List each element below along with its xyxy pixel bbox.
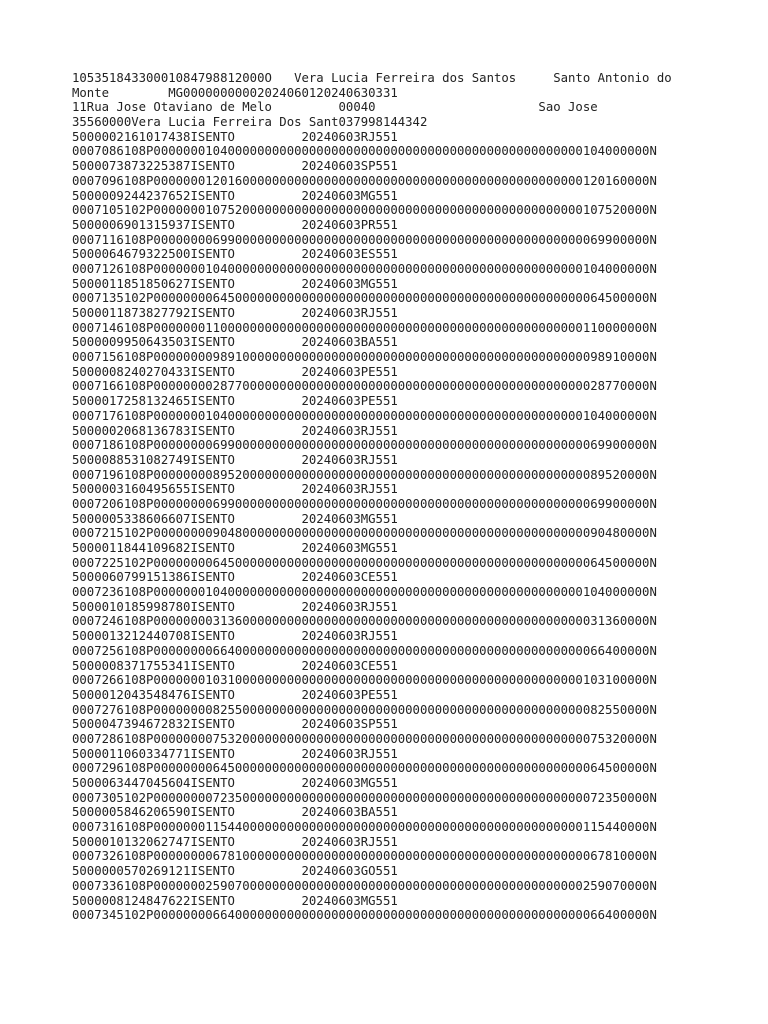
document-line: 5000047394672832ISENTO 20240603SP551 bbox=[72, 717, 398, 732]
document-line: 5000060799151386ISENTO 20240603CE551 bbox=[72, 570, 398, 585]
document-line: 5000063447045604ISENTO 20240603MG551 bbox=[72, 776, 398, 790]
document-line: 5000012043548476ISENTO 20240603PE551 bbox=[72, 687, 398, 702]
document-line: 5000011873827792ISENTO 20240603RJ551 bbox=[72, 306, 398, 320]
document-line: 5000011060334771ISENTO 20240603RJ551 bbox=[72, 746, 398, 761]
document-line: 0007316108P0000000115440000000000000000000000000000000000000000000000115440000N bbox=[72, 820, 657, 835]
document-line: 11Rua Jose Otaviano de Melo 00040 Sao Jose bbox=[72, 100, 598, 115]
document-line: 5000002068136783ISENTO 20240603RJ551 bbox=[72, 423, 398, 438]
document-line: 5000006901315937ISENTO 20240603PR551 bbox=[72, 217, 398, 232]
document-line: 5000088531082749ISENTO 20240603RJ551 bbox=[72, 452, 398, 467]
document-line: 5000005846206590ISENTO 20240603BA551 bbox=[72, 805, 398, 820]
document-line: 5000008240270433ISENTO 20240603PE551 bbox=[72, 364, 398, 379]
document-line: 0007166108P0000000028770000000000000000000000000000000000000000000000028770000N bbox=[72, 379, 657, 394]
document-line: 5000009950643503ISENTO 20240603BA551 bbox=[72, 335, 398, 350]
document-line: 0007096108P0000000120160000000000000000000000000000000000000000000000120160000N bbox=[72, 173, 657, 188]
document-line: 0007286108P0000000075320000000000000000000000000000000000000000000000075320000N bbox=[72, 731, 657, 746]
document-line: 0007186108P0000000069900000000000000000000000000000000000000000000000069900000N bbox=[72, 438, 657, 453]
document-line: 5000011844109682ISENTO 20240603MG551 bbox=[72, 541, 398, 555]
document-line: 5000013212440708ISENTO 20240603RJ551 bbox=[72, 629, 398, 644]
document-line: Monte MG00000000002024060120240630331 bbox=[72, 85, 398, 100]
document-line: 0007266108P0000000103100000000000000000000000000000000000000000000000103100000N bbox=[72, 673, 657, 688]
document-line: 0007126108P0000000104000000000000000000000000000000000000000000000000104000000N bbox=[72, 261, 657, 276]
document-line: 10535184330001084798812000O Vera Lucia Ferreira dos Santos Santo Antonio do bbox=[72, 71, 672, 85]
document-line: 0007296108P0000000064500000000000000000000000000000000000000000000000064500000N bbox=[72, 761, 657, 776]
document-line: 5000073873225387ISENTO 20240603SP551 bbox=[72, 159, 398, 174]
document-line: 5000009244237652ISENTO 20240603MG551 bbox=[72, 188, 398, 203]
document-line: 0007105102P0000000107520000000000000000000000000000000000000000000000107520000N bbox=[72, 203, 657, 218]
document-line: 0007256108P0000000066400000000000000000000000000000000000000000000000066400000N bbox=[72, 643, 657, 658]
document-line: 5000000570269121ISENTO 20240603GO551 bbox=[72, 864, 398, 879]
document-line: 0007236108P0000000104000000000000000000000000000000000000000000000000104000000N bbox=[72, 585, 657, 600]
document-line: 0007305102P0000000072350000000000000000000000000000000000000000000000072350000N bbox=[72, 790, 657, 805]
document-line: 5000005338606607ISENTO 20240603MG551 bbox=[72, 511, 398, 526]
document-line: 0007176108P0000000104000000000000000000000000000000000000000000000000104000000N bbox=[72, 408, 657, 423]
document-line: 5000008371755341ISENTO 20240603CE551 bbox=[72, 658, 398, 673]
document-line: 5000008124847622ISENTO 20240603MG551 bbox=[72, 893, 398, 908]
document-line: 5000002161017438ISENTO 20240603RJ551 bbox=[72, 129, 398, 144]
document-line: 0007116108P0000000069900000000000000000000000000000000000000000000000069900000N bbox=[72, 232, 657, 247]
document-line: 35560000Vera Lucia Ferreira Dos Sant037998144342 bbox=[72, 115, 428, 130]
document-line: 0007276108P0000000082550000000000000000000000000000000000000000000000082550000N bbox=[72, 702, 657, 717]
document-line: 5000010132062747ISENTO 20240603RJ551 bbox=[72, 834, 398, 849]
document-line: 0007225102P0000000064500000000000000000000000000000000000000000000000064500000N bbox=[72, 555, 657, 570]
document-line: 0007215102P0000000090480000000000000000000000000000000000000000000000090480000N bbox=[72, 526, 657, 541]
document-line: 5000003160495655ISENTO 20240603RJ551 bbox=[72, 482, 398, 497]
document-line: 0007206108P0000000069900000000000000000000000000000000000000000000000069900000N bbox=[72, 496, 657, 511]
document-line: 0007336108P0000000259070000000000000000000000000000000000000000000000259070000N bbox=[72, 878, 657, 893]
document-line: 0007146108P0000000110000000000000000000000000000000000000000000000000110000000N bbox=[72, 320, 657, 335]
document-line: 5000011851850627ISENTO 20240603MG551 bbox=[72, 276, 398, 291]
document-line: 0007156108P0000000098910000000000000000000000000000000000000000000000098910000N bbox=[72, 350, 657, 365]
text-document bbox=[72, 71, 672, 923]
document-line: 5000017258132465ISENTO 20240603PE551 bbox=[72, 394, 398, 409]
document-line: 0007326108P0000000067810000000000000000000000000000000000000000000000067810000N bbox=[72, 849, 657, 864]
document-line: 0007135102P0000000064500000000000000000000000000000000000000000000000064500000N bbox=[72, 291, 657, 306]
document-line: 0007086108P0000000104000000000000000000000000000000000000000000000000104000000N bbox=[72, 144, 657, 159]
document-line: 5000010185998780ISENTO 20240603RJ551 bbox=[72, 599, 398, 614]
document-line: 0007345102P0000000066400000000000000000000000000000000000000000000000066400000N bbox=[72, 908, 657, 923]
document-line: 0007246108P0000000031360000000000000000000000000000000000000000000000031360000N bbox=[72, 614, 657, 629]
document-line: 0007196108P0000000089520000000000000000000000000000000000000000000000089520000N bbox=[72, 467, 657, 482]
document-line: 5000064679322500ISENTO 20240603ES551 bbox=[72, 247, 398, 262]
